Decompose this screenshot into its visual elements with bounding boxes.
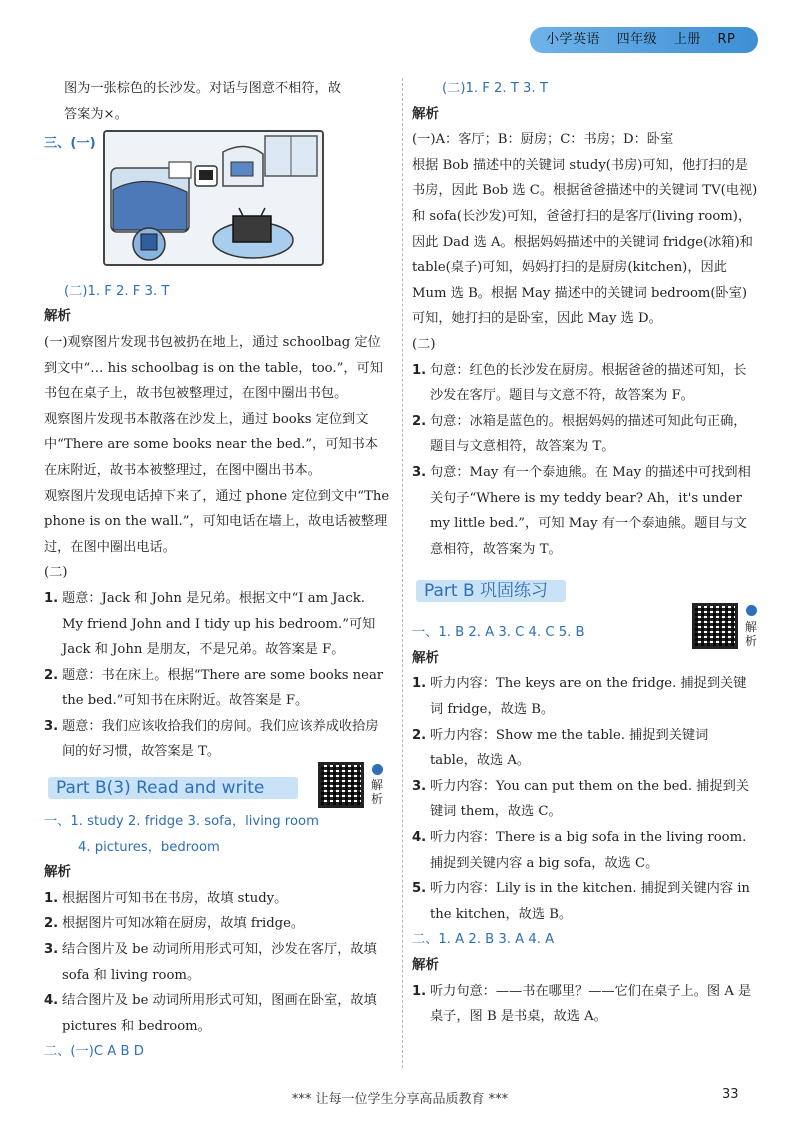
item-number: 2. xyxy=(44,667,59,683)
qr-code[interactable] xyxy=(318,762,364,808)
list-item xyxy=(412,876,758,927)
yi-answers-line-1: 一、1. study 2. fridge 3. sofa，living room xyxy=(44,814,319,830)
footer-slogan: *** 让每一位学生分享高品质教育 *** xyxy=(291,1092,509,1107)
header-volume: 上册 xyxy=(673,32,701,47)
item-text: 根据图片可知书在书房，故填 study。 xyxy=(62,890,288,906)
analysis-paragraph-2: 观察图片发现书本散落在沙发上，通过 books 定位到文中“There are some books near the bed.”，可知书本在床附近，故书本被整理过，在图中圈出书本。 xyxy=(44,411,378,478)
analysis-paragraph-3: 观察图片发现电话掉下来了，通过 phone 定位到文中“The phone is on the wall.”，可知电话在墙上，故电话被整理过，在图中圈出电话。 xyxy=(44,488,390,555)
right-er-answers-2: 二、1. A 2. B 3. A 4. A xyxy=(412,932,555,948)
room-drawing xyxy=(105,132,324,266)
right-er-answers: (二)1. F 2. T 3. T xyxy=(442,81,548,96)
header-edition: RP xyxy=(717,32,736,47)
item-number: 1. xyxy=(44,890,59,906)
item-text: 题意：我们应该收拾我们的房间。我们应该养成收拾房间的好习惯，故答案是 T。 xyxy=(62,718,379,760)
item-number: 1. xyxy=(412,676,427,692)
list-item xyxy=(44,586,390,663)
analysis-paragraph-1: (一)观察图片发现书包被扔在地上，通过 schoolbag 定位到文中“… his schoolbag is on the table，too.”，可知书包在桌子上，故书包被整理过，在图中圈出书包。 xyxy=(44,334,383,402)
column-divider xyxy=(402,78,403,1068)
list-item xyxy=(412,358,758,409)
jiexi-heading: 解析 xyxy=(44,308,71,325)
item-number: 4. xyxy=(412,830,427,846)
item-text: 听力内容：There is a big sofa in the living room. 捕捉到关键内容 a big sofa，故选 C。 xyxy=(430,830,747,871)
right-er-label: (二) xyxy=(412,336,436,352)
list-item xyxy=(412,409,758,460)
item-number: 2. xyxy=(44,916,59,932)
qr-label: 解析 xyxy=(371,778,384,806)
list-item xyxy=(412,825,758,876)
section-san-label: 三、(一) xyxy=(44,136,96,152)
play-icon[interactable] xyxy=(372,764,383,775)
intro-line-2: 答案为×。 xyxy=(64,106,128,122)
list-item xyxy=(44,714,390,765)
item-number: 2. xyxy=(412,413,427,429)
qr-code[interactable] xyxy=(692,603,738,649)
list-item xyxy=(44,988,390,1039)
item-number: 2. xyxy=(412,727,427,743)
header-badge xyxy=(530,27,758,53)
room-illustration xyxy=(103,130,324,266)
qr-label: 解析 xyxy=(745,620,758,648)
item-number: 3. xyxy=(44,718,59,734)
item-text: 听力内容：You can put them on the bed. 捕捉到关键词 them，故选 C。 xyxy=(430,778,750,820)
section-title-text: Part B 巩固练习 xyxy=(424,581,549,602)
er-label: (二) xyxy=(44,565,68,581)
item-text: 听力内容：The keys are on the fridge. 捕捉到关键词 fridge，故选 B。 xyxy=(430,676,747,718)
er-answers-2: 二、(一)C A B D xyxy=(44,1044,144,1060)
item-text: 听力内容：Show me the table. 捕捉到关键词 table，故选 A。 xyxy=(430,727,709,769)
list-item xyxy=(412,671,758,722)
jiexi-heading-right-3: 解析 xyxy=(412,957,439,973)
yi-key: (一)A：客厅；B：厨房；C：书房；D：卧室 xyxy=(412,132,674,148)
item-text: 句意：May 有一个泰迪熊。在 May 的描述中可找到相关句子“Where is my teddy bear? Ah，it's under my little bed.”，可知 May 有一个泰迪熊。题目与文意相符，故答案为 T。 xyxy=(430,464,751,557)
list-item xyxy=(412,723,758,774)
right-paragraph-1: 根据 Bob 描述中的关键词 study(书房)可知，他打扫的是书房，因此 Bob 选 C。根据爸爸描述中的关键词 TV(电视)和 sofa(长沙发)可知，爸爸打扫的是客厅(living room)，因此 Dad 选 A。根据妈妈描述中的关键词 fridge(冰箱)和 table(桌子)可知，妈妈打扫的是厨房(kitchen)，因此 Mum 选 B。根据 May 描述中的关键词 bedroom(卧室)可知，她打扫的是卧室，因此 May 选 D。 xyxy=(412,157,758,327)
item-text: 根据图片可知冰箱在厨房，故填 fridge。 xyxy=(62,916,305,932)
list-item xyxy=(412,460,758,562)
item-text: 题意：书在床上。根据“There are some books near the bed.”可知书在床附近。故答案是 F。 xyxy=(62,667,384,709)
item-text: 结合图片及 be 动词所用形式可知，沙发在客厅，故填 sofa 和 living room。 xyxy=(62,942,377,983)
list-item xyxy=(44,886,390,912)
right-yi-answers: 一、1. B 2. A 3. C 4. C 5. B xyxy=(412,625,585,641)
item-number: 4. xyxy=(44,993,59,1009)
intro-line-1: 图为一张棕色的长沙发。对话与图意不相符，故 xyxy=(64,81,341,96)
item-number: 1. xyxy=(412,362,427,378)
page-number: 33 xyxy=(722,1087,739,1102)
item-number: 3. xyxy=(412,778,427,794)
item-number: 3. xyxy=(44,942,59,958)
section-title-consolidation xyxy=(412,576,758,606)
play-icon[interactable] xyxy=(746,605,757,616)
list-item xyxy=(44,911,390,937)
yi-answers-line-2: 4. pictures，bedroom xyxy=(78,839,220,855)
list-item xyxy=(412,774,758,825)
right-column xyxy=(412,76,758,1030)
item-text: 听力内容：Lily is in the kitchen. 捕捉到关键内容 in the kitchen，故选 B。 xyxy=(430,881,750,922)
item-number: 5. xyxy=(412,881,427,897)
item-text: 题意：Jack 和 John 是兄弟。根据文中“I am Jack. My friend John and I tidy up his bedroom.”可知 Jack 和 John 是朋友，不是兄弟。故答案是 F。 xyxy=(62,590,376,658)
jiexi-heading-right: 解析 xyxy=(412,105,439,122)
list-item xyxy=(44,663,390,714)
header-grade: 四年级 xyxy=(616,32,658,47)
item-number: 1. xyxy=(412,983,427,999)
header-subject: 小学英语 xyxy=(546,32,601,47)
list-item xyxy=(412,979,758,1030)
jiexi-heading-2: 解析 xyxy=(44,864,71,881)
item-text: 句意：冰箱是蓝色的。根据妈妈的描述可知此句正确，题目与文意相符，故答案为 T。 xyxy=(430,413,747,455)
item-text: 听力句意：——书在哪里？——它们在桌子上。图 A 是桌子，图 B 是书桌，故选 A。 xyxy=(430,983,752,1025)
san-er-answers: (二)1. F 2. F 3. T xyxy=(64,283,170,299)
item-number: 1. xyxy=(44,590,59,606)
list-item xyxy=(44,937,390,988)
item-number: 3. xyxy=(412,464,427,480)
item-text: 结合图片及 be 动词所用形式可知，图画在卧室，故填 pictures 和 bedroom。 xyxy=(62,993,377,1034)
jiexi-heading-right-2: 解析 xyxy=(412,649,439,666)
section-title-text: Part B(3) Read and write xyxy=(56,778,265,799)
item-text: 句意：红色的长沙发在厨房。根据爸爸的描述可知，长沙发在客厅。题目与文意不符，故答案为 F。 xyxy=(430,362,747,404)
